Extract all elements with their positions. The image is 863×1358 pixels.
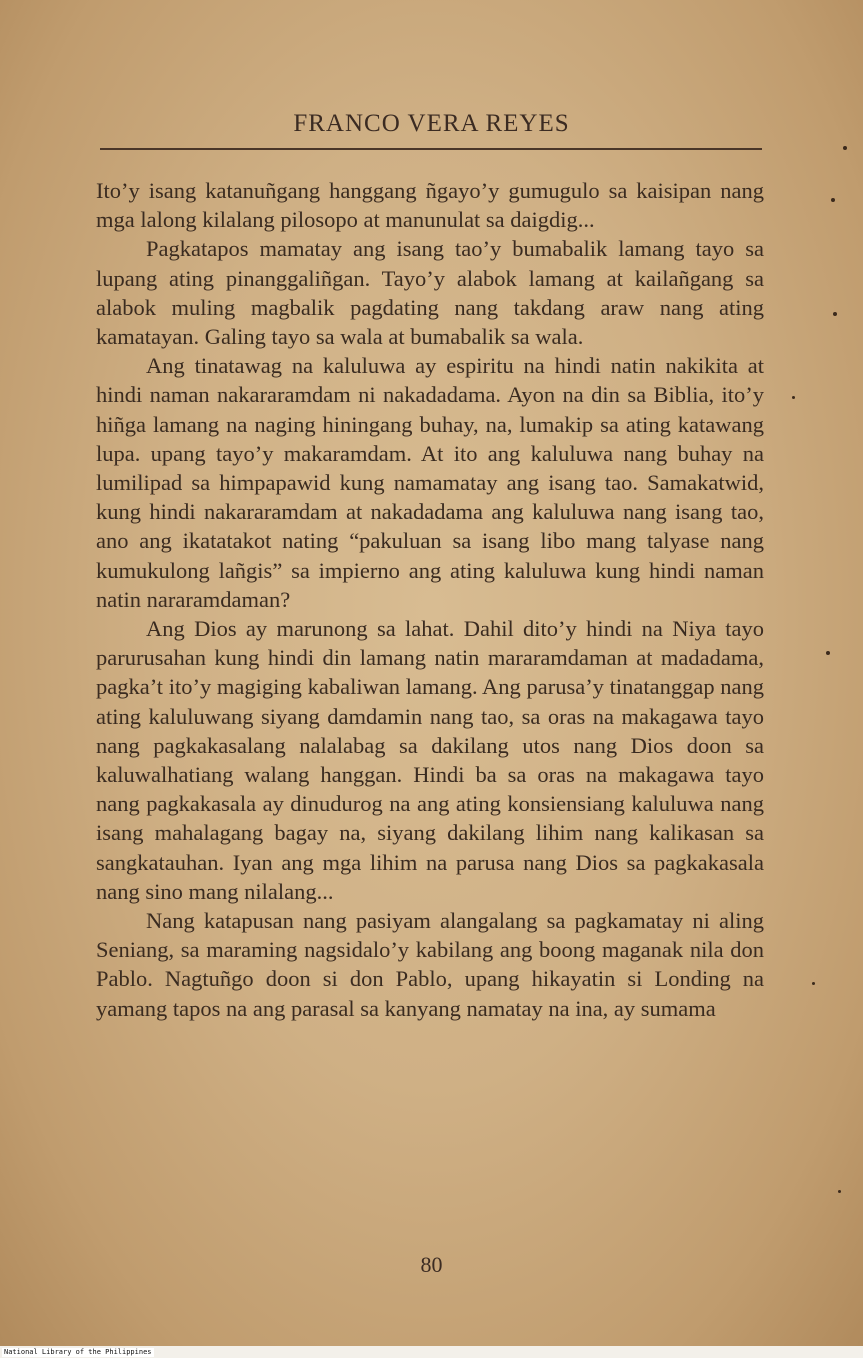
- paragraph: Nang katapusan nang pasiyam alangalang sa pagkamatay ni aling Seniang, sa maraming nagsidalo’y kabilang ang boong maganak nila don Pablo. Nagtuñgo doon si don Pablo, upang hikayatin si Londing na yamang tapos na ang parasal sa kanyang namatay na ina, ay sumama: [96, 908, 764, 1021]
- page-number: 80: [420, 1252, 443, 1277]
- body-text: [96, 176, 764, 1023]
- paragraph: Ang tinatawag na kaluluwa ay espiritu na hindi natin nakikita at hindi naman nakararamdam ni nakadadama. Ayon na din sa Biblia, ito’y hiñga lamang na naging hiningang buhay, na, lumakip sa ating katawang lupa. upang tayo’y makaramdam. At ito ang kaluluwa nang buhay na lumilipad sa himpapawid kung namamatay ang isang tao. Samakatwid, kung hindi nakararamdam at nakadadama ang kaluluwa nang isang tao, ano ang ikatatakot nating “pakuluan sa isang libo mang talyase nang kumukulong lañgis” sa impierno ang ating kaluluwa kung hindi naman natin nararamdaman?: [96, 353, 764, 612]
- paper-speck: [826, 651, 830, 655]
- paper-speck: [833, 312, 837, 316]
- paper-speck: [843, 146, 847, 150]
- paper-speck: [838, 1190, 841, 1193]
- paper-speck: [792, 396, 795, 399]
- paragraph: Ito’y isang katanuñgang hanggang ñgayo’y gumugulo sa kaisipan nang mga lalong kilalang pilosopo at manunulat sa daigdig...: [96, 178, 764, 233]
- paragraph: Pagkatapos mamatay ang isang tao’y bumabalik lamang tayo sa lupang ating pinanggaliñgan. Tayo’y alabok lamang at kailañgang sa alabok muling magbalik pagdating nang takdang araw nang ating kamatayan. Galing tayo sa wala at bumabalik sa wala.: [96, 236, 764, 350]
- paragraph: Ang Dios ay marunong sa lahat. Dahil dito’y hindi na Niya tayo parurusahan kung hindi din lamang natin mararamdaman at madadama, pagka’t ito’y magiging kabaliwan lamang. Ang parusa’y tinatanggap nang ating kaluluwang siyang damdamin nang tao, sa oras na makagawa tayo nang pagkakasalang nalalabag sa dakilang utos nang Dios doon sa kaluwalhatiang walang hanggan. Hindi ba sa oras na makagawa tayo nang pagkakasala ay dinudurog na ang ating konsiensiang kaluluwa nang isang mahalagang bagay na, siyang dakilang lihim nang kalikasan sa sangkatauhan. Iyan ang mga lihim na parusa nang Dios sa pagkakasala nang sino mang nilalang...: [96, 616, 764, 904]
- header-rule: [100, 148, 762, 150]
- paper-speck: [831, 198, 835, 202]
- library-credit: National Library of the Philippines: [4, 1348, 152, 1356]
- paper-speck: [812, 982, 815, 985]
- running-title: FRANCO VERA REYES: [293, 110, 570, 137]
